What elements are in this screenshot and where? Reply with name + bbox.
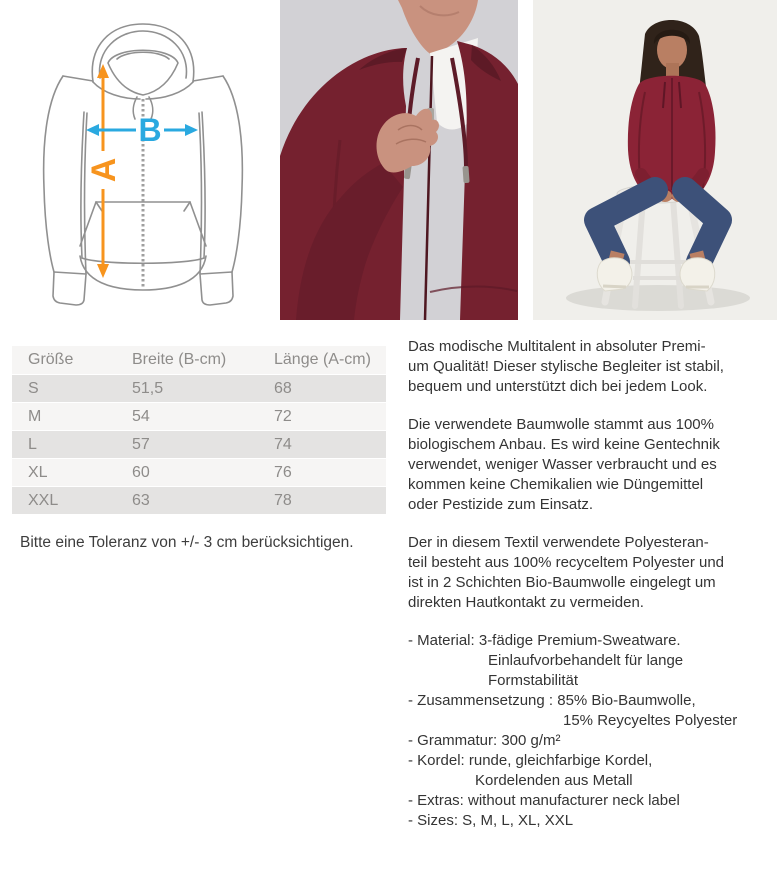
length-label-a: A (85, 157, 123, 183)
cell-breite: 63 (132, 491, 150, 509)
cell-breite: 51,5 (132, 379, 164, 397)
spec-line: Einlaufvorbehandelt für lange (488, 652, 684, 669)
spec-line: Formstabilität (488, 672, 579, 689)
table-row (12, 459, 386, 486)
column-header-groesse: Größe (28, 351, 74, 368)
spec-line: 15% Reycyeltes Polyester (563, 712, 738, 729)
description-line: ist in 2 Schichten Bio-Baumwolle eingelegt um (408, 574, 716, 591)
column-header-breite: Breite (B-cm) (132, 351, 227, 368)
spec-line: - Grammatur: 300 g/m² (408, 732, 561, 749)
size-table (12, 346, 386, 515)
spec-line: - Material: 3-fädige Premium-Sweatware. (408, 632, 681, 649)
description-line: um Qualität! Dieser stylische Begleiter ist stabil, (408, 358, 724, 375)
description-line: Der in diesem Textil verwendete Polyesteran- (408, 534, 709, 551)
spec-line: - Sizes: S, M, L, XL, XXL (408, 812, 574, 829)
description-line: verwendet, weniger Wasser verbraucht und es (408, 456, 717, 473)
table-row (12, 403, 386, 430)
table-row (12, 431, 386, 458)
spec-list (408, 631, 774, 831)
description-line: oder Pestizide zum Einsatz. (408, 496, 594, 513)
description-line: biologischem Anbau. Es wird keine Gentechnik (408, 436, 720, 453)
description-line: Das modische Multitalent in absoluter Premi- (408, 338, 706, 355)
size-table-header-row (12, 346, 386, 374)
product-description (408, 337, 774, 849)
cell-laenge: 72 (274, 407, 292, 425)
closeup-illustration (280, 0, 518, 320)
cell-laenge: 74 (274, 435, 292, 453)
cell-breite: 57 (132, 435, 150, 453)
description-paragraph (408, 533, 774, 613)
description-line: bequem und unterstützt dich bei jedem Look. (408, 378, 708, 395)
description-line: kommen keine Chemikalien wie Düngemittel (408, 476, 704, 493)
tolerance-note: Bitte eine Toleranz von +/- 3 cm berücksichtigen. (20, 534, 354, 551)
cell-size: L (28, 435, 37, 453)
cell-breite: 54 (132, 407, 150, 425)
cell-laenge: 68 (274, 379, 292, 397)
spec-line: - Extras: without manufacturer neck label (408, 792, 680, 809)
cell-laenge: 76 (274, 463, 292, 481)
description-paragraph (408, 337, 774, 397)
spec-line: - Kordel: runde, gleichfarbige Kordel, (408, 752, 653, 769)
model-sitting-photo (533, 0, 777, 320)
hoodie-measurement-diagram-icon (0, 0, 280, 320)
description-line: teil besteht aus 100% recyceltem Polyester und (408, 554, 725, 571)
spec-line: - Zusammensetzung : 85% Bio-Baumwolle, (408, 692, 696, 709)
cell-size: M (28, 407, 42, 425)
model-closeup-photo (280, 0, 518, 320)
column-header-laenge: Länge (A-cm) (274, 351, 371, 368)
size-diagram (0, 0, 280, 320)
description-line: direkten Hautkontakt zu vermeiden. (408, 594, 644, 611)
cell-size: XL (28, 463, 48, 481)
cell-laenge: 78 (274, 491, 292, 509)
spec-line: Kordelenden aus Metall (475, 772, 633, 789)
cell-size: XXL (28, 491, 59, 509)
description-paragraph (408, 415, 774, 515)
cell-size: S (28, 379, 39, 397)
table-row (12, 375, 386, 402)
description-line: Die verwendete Baumwolle stammt aus 100% (408, 416, 714, 433)
width-label-b: B (138, 112, 162, 148)
sitting-illustration (533, 0, 777, 320)
table-row (12, 487, 386, 514)
cell-breite: 60 (132, 463, 150, 481)
